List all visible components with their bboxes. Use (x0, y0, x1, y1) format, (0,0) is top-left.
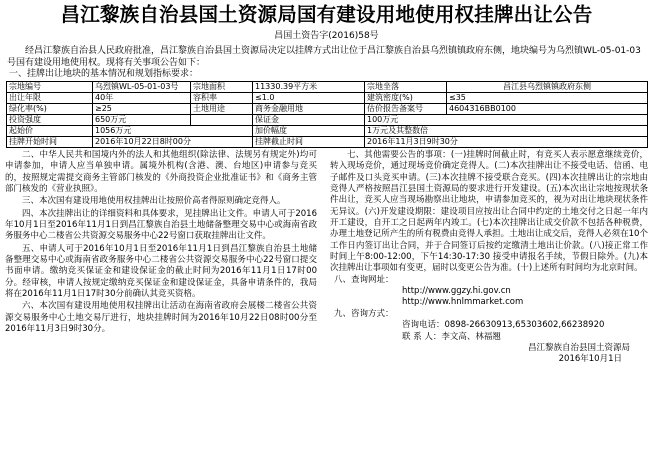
table-row (7, 93, 648, 104)
website-link-hnlmmarket[interactable]: http://www.hnlmmarket.com (402, 297, 524, 308)
document-number: 昌国土资告字(2016)58号 (274, 31, 379, 41)
table-cell: 1万元及其整数倍 (365, 126, 648, 137)
table-cell: 100万元 (365, 115, 648, 126)
table-cell: 保证金 (253, 115, 365, 126)
table-cell: 容积率 (191, 93, 253, 104)
section8-label: 八、查询网址： (334, 274, 394, 285)
table-cell: 估价报告备案号 (365, 104, 447, 115)
table-cell: 加价幅度 (253, 126, 365, 137)
section5-paragraph: 五、申请人可于2016年10月1日至2016年11月1日到昌江黎族自治县土地储备整理交易中心或海南省政务服务中心二楼省公共资源交易服务中心22号窗口提交书面申请。缴纳竞买保证金和建设保证金的截止时间为2016年11月1日17时00分。经审核，申请人按规定缴纳竞买保证金和建设保证金，具备申请条件的，我局将在2016年11月1日17时30分前确认其竞买资格。 (5, 243, 317, 300)
section7-paragraph: 七、其他需要公告的事项：(一)挂牌时间截止时，有竞买人表示愿意继续竞价，转入现场竞价，通过现场竞价确定竞得人。(二)本次挂牌出让不接受电话、信函、电子邮件及口头竞买申请。(三)本次挂牌不接受联合竞买。(四)本次挂牌出让的宗地由竞得人严格按照昌江县国土资源局的要求进行开发建设。(五)本次出让宗地按现状条件出让，竞买人应当现场勘察出让地块，申请参加竞买的，视为对出让地块现状条件无异议。(六)开发建设期限：建设项目应按出让合同中约定的土地交付之日起一年内开工建设，自开工之日起两年内竣工。(七)本次挂牌出让成交价款不包括各种税费，办理土地登记所产生的所有税费由竞得人承担。土地出让成交后，竞得人必须在10个工作日内签订出让合同，并于合同签订后按约定缴清土地出让价款。(八)接正常工作时间上午8:00-12:00，下午14:30-17:30 接受申请报名手续，节假日除外。(九)本次挂牌出让事项如有变更，届时以变更公告为准。(十)上述所有时间均为北京时间。 (330, 150, 648, 274)
table-cell: 起始价 (7, 126, 93, 137)
contact-phones: 咨询电话：0898-26630913,65303602,66238920 (402, 320, 605, 331)
table-row (7, 104, 648, 115)
section6-paragraph: 六、本次国有建设用地使用权挂牌出让活动在海南省政府会展楼二楼省公共资源交易服务中心土地交易厅进行，地块挂牌时间为2016年10月22日08时00分至2016年11月3日9时30分。 (5, 301, 317, 335)
table-cell: 土地用途 (191, 104, 253, 115)
table-cell: 商务金融用地 (253, 104, 365, 115)
table-cell: 挂牌截止时间 (253, 137, 365, 148)
table-cell: 4604316BB0100 (447, 104, 648, 115)
table-row (7, 137, 648, 148)
table-row (7, 115, 648, 126)
section2-paragraph: 二、中华人民共和国境内外的法人和其他组织(除法律、法规另有规定外)均可申请参加，申请人应当单独申请。属境外机构(含港、澳、台地区)申请参与竞买的，按照规定需提交商务主管部门核发的《外商投资企业批准证书》和《商务主管部门核发的《营业执照》。 (5, 150, 317, 195)
table-cell: 宗地坐落 (365, 82, 447, 93)
table-cell (191, 115, 253, 126)
website-link-ggzy[interactable]: http://www.ggzy.hi.gov.cn (402, 286, 511, 297)
table-cell: 投资强度 (7, 115, 93, 126)
table-cell: 宗地编号 (7, 82, 93, 93)
table-cell: ≥25 (93, 104, 191, 115)
table-cell: 650万元 (93, 115, 191, 126)
table-cell: 2016年11月3日9时30分 (365, 137, 648, 148)
table-cell: ≤35 (447, 93, 648, 104)
body-columns (5, 150, 648, 366)
section4-paragraph: 四、本次挂牌出让的详细资料和具体要求，见挂牌出让文件。申请人可于2016年10月1日至2016年11月1日到昌江黎族自治县土地储备整理交易中心或海南省政务服务中心二楼省公共资源交易服务中心22号窗口获取挂牌出让文件。 (5, 208, 317, 242)
intro-paragraph: 经昌江黎族自治县人民政府批准，昌江黎族自治县国土资源局决定以挂牌方式出让位于昌江黎族自治县乌烈镇镇政府东侧，地块编号为乌烈镇WL-05-01-03号国有建设用地使用权。现将有关事项公告如下： (7, 46, 641, 68)
table-row (7, 82, 648, 93)
table-row (7, 126, 648, 137)
table-cell: 2016年10月22日8时00分 (93, 137, 253, 148)
contact-persons: 联 系 人：李文高、林福翘 (402, 331, 501, 342)
right-column (330, 150, 648, 366)
section9-label: 九、咨询方式： (334, 308, 394, 319)
page-title: 昌江黎族自治县国土资源局国有建设用地使用权挂牌出让公告 (60, 3, 593, 26)
table-cell: 挂牌开始时间 (7, 137, 93, 148)
section3-paragraph: 三、本次国有建设用地使用权挂牌出让按照价高者得原则确定竞得人。 (22, 196, 286, 207)
table-cell: 宗地面积 (191, 82, 253, 93)
section1-heading: 一、挂牌出让地块的基本情况和规划指标要求： (9, 69, 199, 79)
table-cell: 40年 (93, 93, 191, 104)
land-info-table (6, 81, 648, 148)
table-cell: 乌烈镇WL-05-01-03号 (93, 82, 191, 93)
table-cell: 昌江县乌烈镇镇政府东侧 (447, 82, 648, 93)
table-cell: ≤1.0 (253, 93, 365, 104)
signature: 昌江黎族自治县国土资源局 (527, 342, 630, 353)
left-column (5, 150, 317, 366)
table-cell: 绿化率(%) (7, 104, 93, 115)
table-cell: 建筑密度(%) (365, 93, 447, 104)
table-cell: 11330.39平方米 (253, 82, 365, 93)
issue-date: 2016年10月1日 (558, 354, 622, 365)
table-cell: 1056万元 (93, 126, 253, 137)
table-cell: 出让年限 (7, 93, 93, 104)
